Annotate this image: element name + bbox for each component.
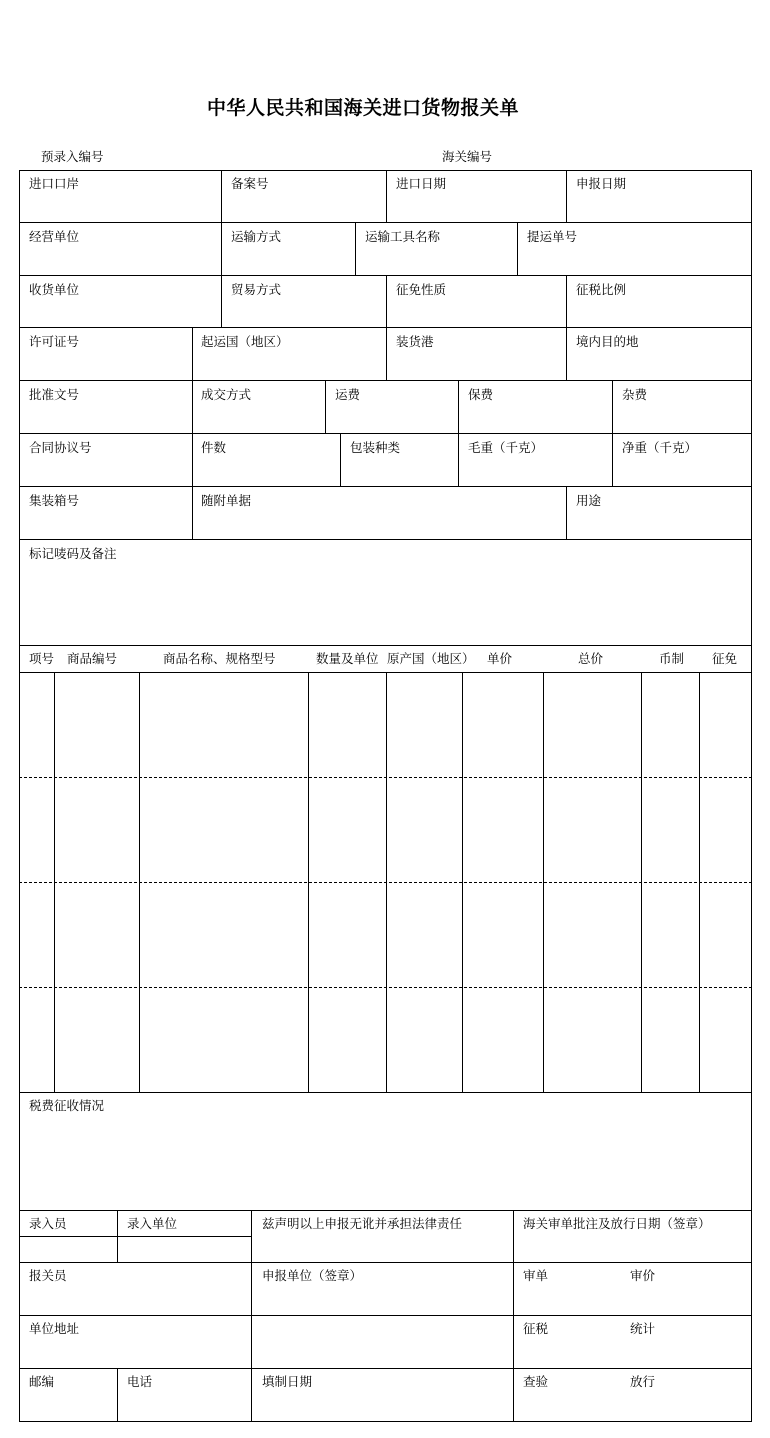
goods-col-code: 商品编号 xyxy=(67,651,118,666)
statistics-label: 统计 xyxy=(630,1321,656,1336)
insurance-label: 保费 xyxy=(468,387,494,402)
goods-col-total: 总价 xyxy=(578,651,604,666)
levy-label: 征税 xyxy=(523,1321,549,1336)
destination-label: 境内目的地 xyxy=(576,334,639,349)
container-number-label: 集装箱号 xyxy=(29,493,80,508)
customs-number-label: 海关编号 xyxy=(442,149,493,164)
bill-number-label: 提运单号 xyxy=(527,229,578,244)
consignee-label: 收货单位 xyxy=(29,282,80,297)
phone-label: 电话 xyxy=(127,1374,153,1389)
postcode-label: 邮编 xyxy=(29,1374,55,1389)
entry-clerk-label: 录入员 xyxy=(29,1216,67,1231)
pre-entry-number-label: 预录入编号 xyxy=(41,149,104,164)
tax-collection-label: 税费征收情况 xyxy=(29,1098,105,1113)
declaration-statement: 兹声明以上申报无讹并承担法律责任 xyxy=(262,1216,463,1231)
levy-ratio-label: 征税比例 xyxy=(576,282,627,297)
goods-col-origin: 原产国（地区） xyxy=(387,651,475,666)
documents-label: 随附单据 xyxy=(201,493,252,508)
packages-label: 件数 xyxy=(201,440,227,455)
trade-mode-label: 贸易方式 xyxy=(231,282,282,297)
transport-name-label: 运输工具名称 xyxy=(365,229,441,244)
goods-col-item: 项号 xyxy=(29,651,55,666)
page-title: 中华人民共和国海关进口货物报关单 xyxy=(206,97,519,119)
contract-number-label: 合同协议号 xyxy=(29,440,92,455)
origin-country-label: 起运国（地区） xyxy=(201,334,289,349)
entry-unit-label: 录入单位 xyxy=(127,1216,178,1231)
inspection-label: 查验 xyxy=(523,1374,549,1389)
freight-label: 运费 xyxy=(335,387,361,402)
package-type-label: 包装种类 xyxy=(350,440,401,455)
import-date-label: 进口日期 xyxy=(396,176,447,191)
declare-date-label: 申报日期 xyxy=(576,176,627,191)
goods-col-unit-price: 单价 xyxy=(487,651,513,666)
review-label: 审单 xyxy=(523,1268,549,1283)
goods-col-levy: 征免 xyxy=(712,651,738,666)
approval-number-label: 批准文号 xyxy=(29,387,80,402)
license-number-label: 许可证号 xyxy=(29,334,80,349)
levy-nature-label: 征免性质 xyxy=(396,282,447,297)
declaring-unit-label: 申报单位（签章） xyxy=(262,1268,363,1283)
usage-label: 用途 xyxy=(576,493,602,508)
misc-fee-label: 杂费 xyxy=(622,387,648,402)
gross-weight-label: 毛重（千克） xyxy=(468,440,544,455)
goods-col-name: 商品名称、规格型号 xyxy=(163,651,276,666)
fill-date-label: 填制日期 xyxy=(262,1374,313,1389)
deal-mode-label: 成交方式 xyxy=(201,387,252,402)
release-label: 放行 xyxy=(630,1374,656,1389)
goods-col-currency: 币制 xyxy=(659,651,685,666)
price-review-label: 审价 xyxy=(630,1268,656,1283)
loading-port-label: 装货港 xyxy=(396,334,434,349)
net-weight-label: 净重（千克） xyxy=(622,440,698,455)
business-unit-label: 经营单位 xyxy=(29,229,80,244)
goods-col-quantity: 数量及单位 xyxy=(316,651,379,666)
customs-approval-label: 海关审单批注及放行日期（签章） xyxy=(523,1216,711,1231)
broker-label: 报关员 xyxy=(29,1268,67,1283)
record-number-label: 备案号 xyxy=(231,176,269,191)
transport-mode-label: 运输方式 xyxy=(231,229,282,244)
import-port-label: 进口口岸 xyxy=(29,176,80,191)
unit-address-label: 单位地址 xyxy=(29,1321,80,1336)
marks-remarks-label: 标记唛码及备注 xyxy=(29,546,117,561)
